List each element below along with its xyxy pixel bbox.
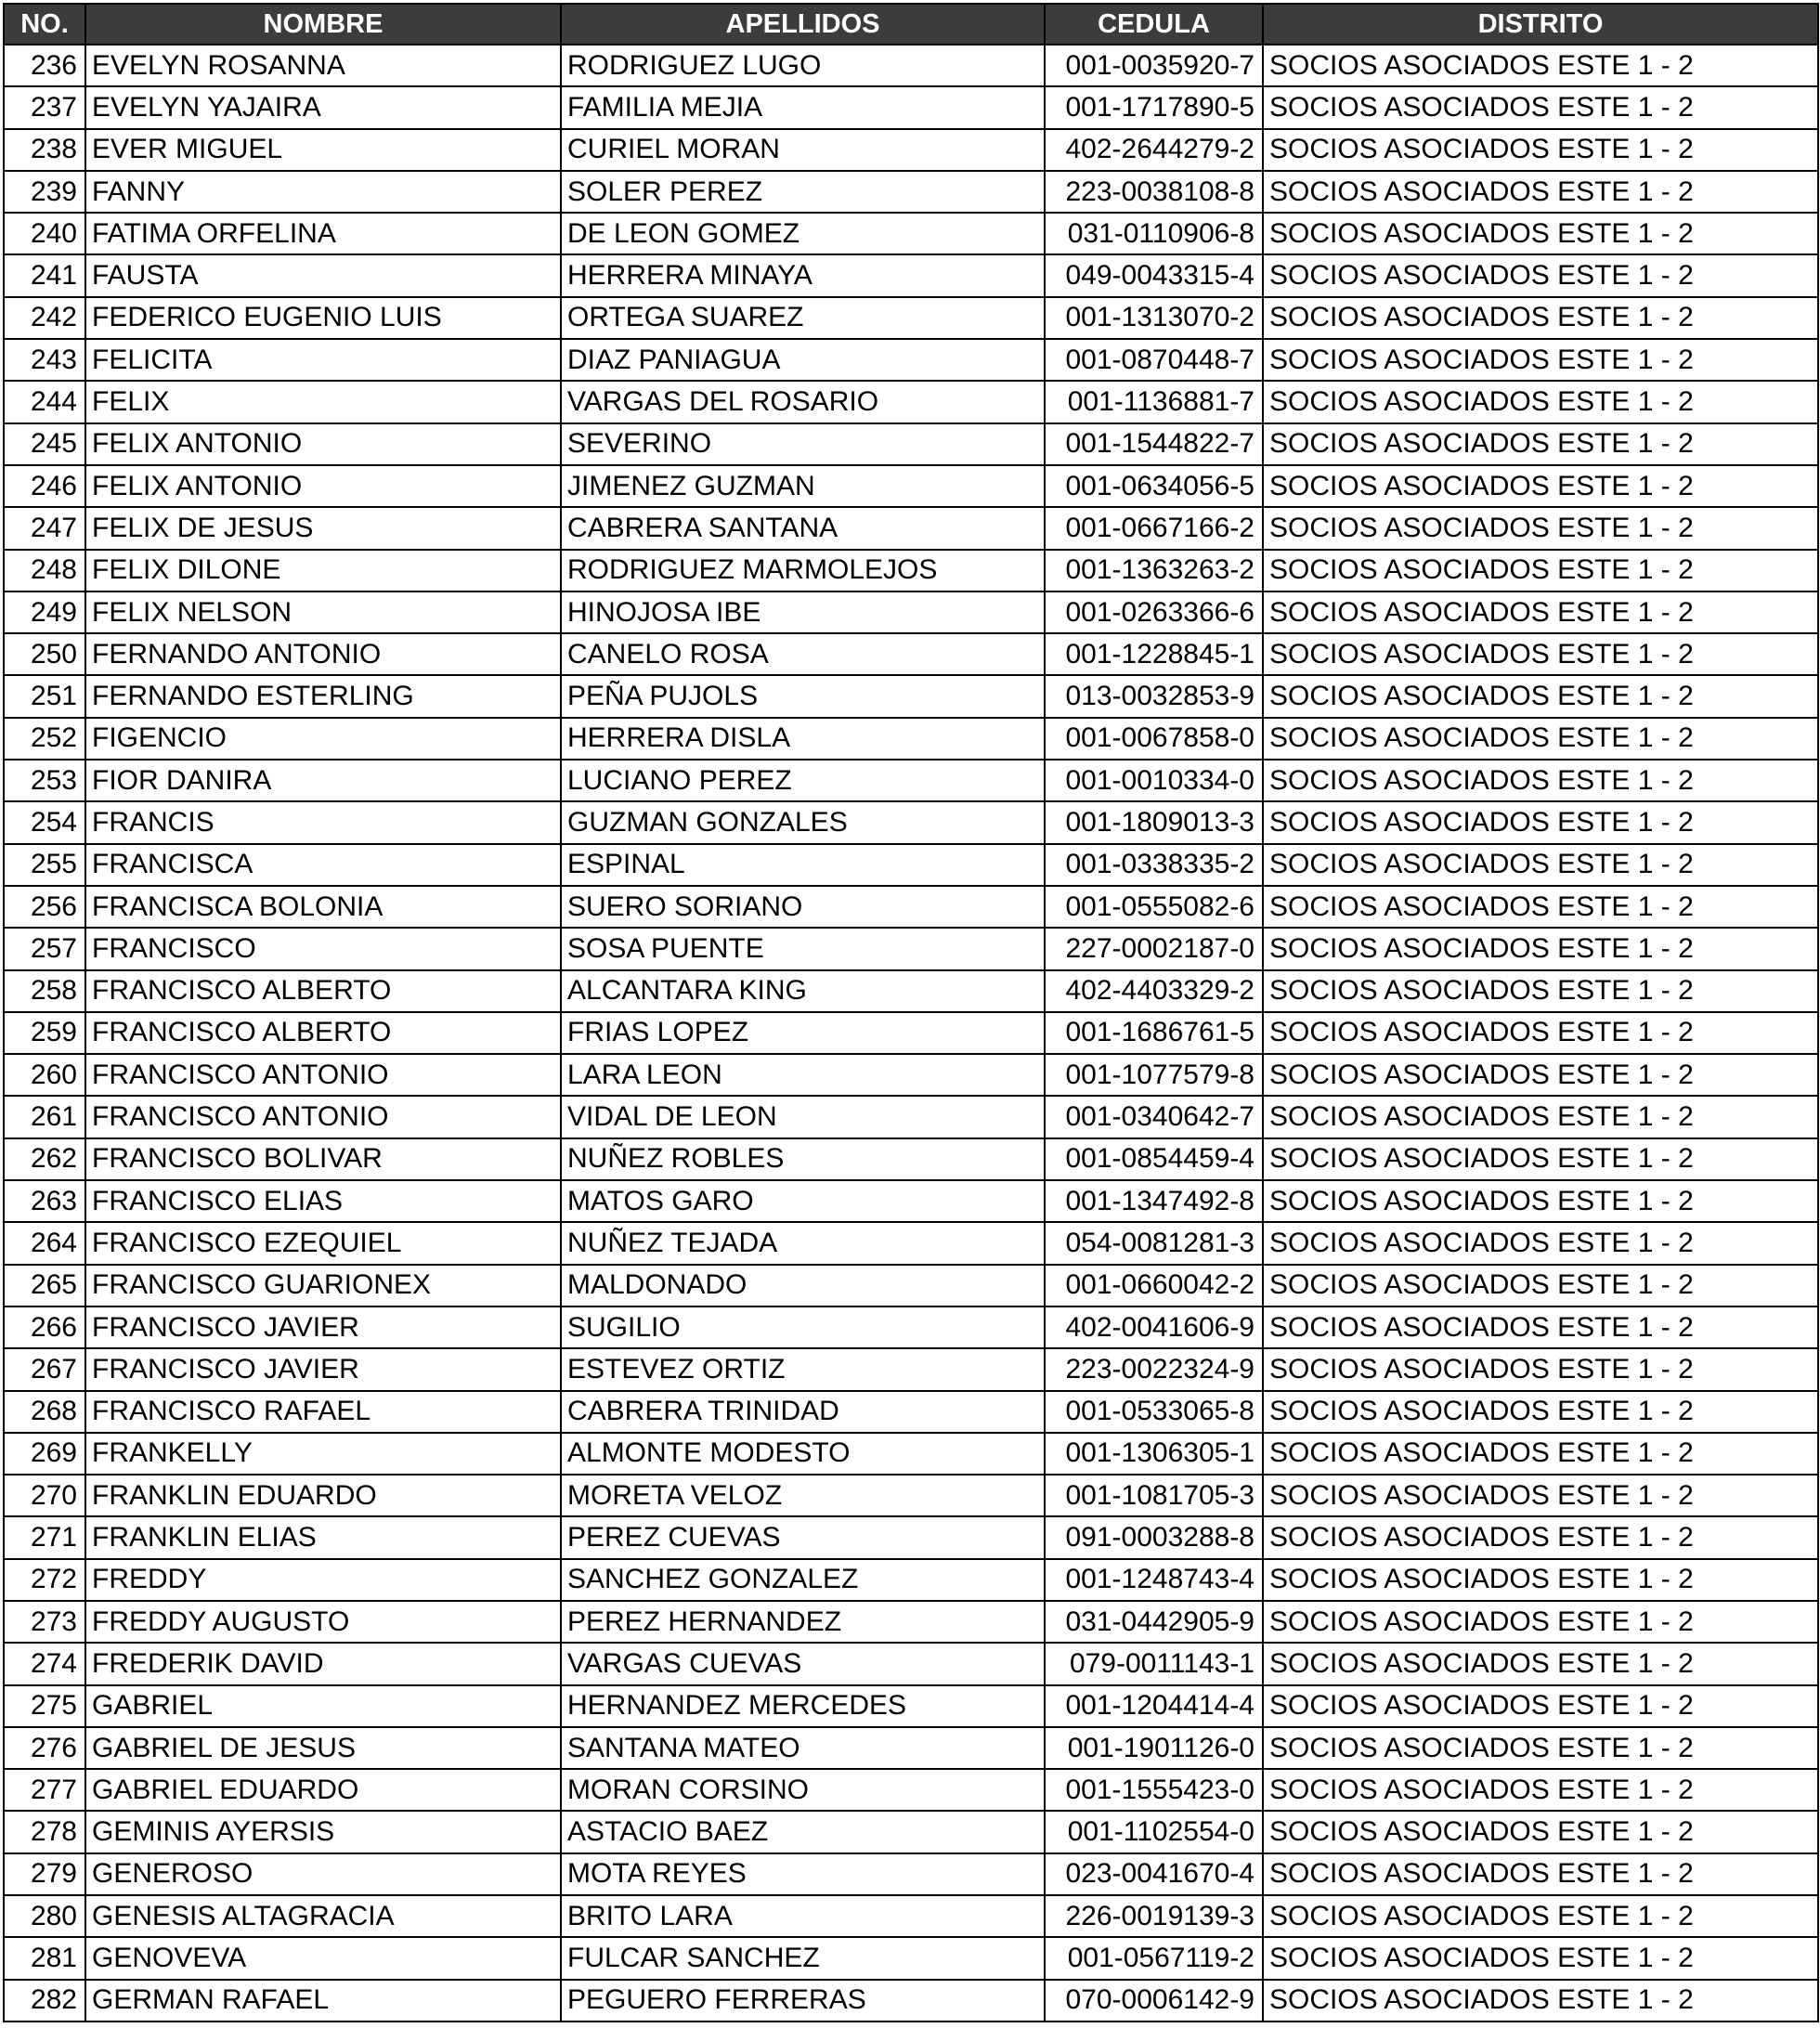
cell-cedula: 001-1248743-4	[1045, 1559, 1263, 1601]
cell-no: 242	[4, 297, 85, 339]
cell-cedula: 001-0067858-0	[1045, 718, 1263, 760]
cell-cedula: 001-0340642-7	[1045, 1096, 1263, 1138]
cell-cedula: 001-1204414-4	[1045, 1685, 1263, 1727]
cell-distrito: SOCIOS ASOCIADOS ESTE 1 - 2	[1263, 886, 1818, 928]
cell-apellidos: VIDAL DE LEON	[561, 1096, 1045, 1138]
cell-cedula: 001-1081705-3	[1045, 1475, 1263, 1516]
table-row	[4, 339, 1818, 381]
cell-no: 241	[4, 254, 85, 296]
cell-nombre: FREDDY AUGUSTO	[85, 1601, 561, 1643]
table-row	[4, 1475, 1818, 1516]
cell-no: 240	[4, 213, 85, 254]
cell-cedula: 402-0041606-9	[1045, 1306, 1263, 1348]
cell-cedula: 001-0533065-8	[1045, 1391, 1263, 1433]
table-row	[4, 844, 1818, 886]
cell-apellidos: FRIAS LOPEZ	[561, 1012, 1045, 1054]
table-row	[4, 1306, 1818, 1348]
table-row	[4, 381, 1818, 422]
cell-nombre: FRANCISCO ELIAS	[85, 1180, 561, 1222]
cell-distrito: SOCIOS ASOCIADOS ESTE 1 - 2	[1263, 1727, 1818, 1769]
cell-no: 267	[4, 1348, 85, 1390]
cell-no: 269	[4, 1433, 85, 1475]
cell-distrito: SOCIOS ASOCIADOS ESTE 1 - 2	[1263, 1559, 1818, 1601]
cell-nombre: FRANCISCA BOLONIA	[85, 886, 561, 928]
header-no: NO.	[4, 4, 85, 45]
cell-distrito: SOCIOS ASOCIADOS ESTE 1 - 2	[1263, 1811, 1818, 1852]
header-apellidos: APELLIDOS	[561, 4, 1045, 45]
cell-no: 255	[4, 844, 85, 886]
cell-apellidos: PEGUERO FERRERAS	[561, 1980, 1045, 2022]
cell-distrito: SOCIOS ASOCIADOS ESTE 1 - 2	[1263, 1222, 1818, 1264]
cell-distrito: SOCIOS ASOCIADOS ESTE 1 - 2	[1263, 1391, 1818, 1433]
table-row	[4, 1853, 1818, 1895]
cell-nombre: EVELYN ROSANNA	[85, 45, 561, 86]
table-row	[4, 633, 1818, 675]
cell-no: 257	[4, 928, 85, 969]
cell-cedula: 402-2644279-2	[1045, 129, 1263, 171]
cell-cedula: 226-0019139-3	[1045, 1895, 1263, 1937]
cell-apellidos: PEREZ HERNANDEZ	[561, 1601, 1045, 1643]
cell-nombre: FRANKLIN EDUARDO	[85, 1475, 561, 1516]
table-row	[4, 1516, 1818, 1558]
cell-apellidos: JIMENEZ GUZMAN	[561, 465, 1045, 507]
cell-no: 250	[4, 633, 85, 675]
table-row	[4, 86, 1818, 128]
table-row	[4, 1054, 1818, 1096]
cell-cedula: 001-1363263-2	[1045, 550, 1263, 592]
cell-apellidos: MALDONADO	[561, 1265, 1045, 1306]
cell-apellidos: SANTANA MATEO	[561, 1727, 1045, 1769]
cell-apellidos: GUZMAN GONZALES	[561, 801, 1045, 843]
cell-no: 263	[4, 1180, 85, 1222]
cell-nombre: FELIX ANTONIO	[85, 423, 561, 465]
cell-apellidos: MORAN CORSINO	[561, 1769, 1045, 1811]
cell-cedula: 001-0010334-0	[1045, 760, 1263, 801]
table-row	[4, 1601, 1818, 1643]
cell-no: 260	[4, 1054, 85, 1096]
cell-distrito: SOCIOS ASOCIADOS ESTE 1 - 2	[1263, 129, 1818, 171]
cell-nombre: FREDDY	[85, 1559, 561, 1601]
table-row	[4, 970, 1818, 1012]
cell-apellidos: ESPINAL	[561, 844, 1045, 886]
cell-no: 262	[4, 1138, 85, 1180]
cell-no: 236	[4, 45, 85, 86]
cell-nombre: FEDERICO EUGENIO LUIS	[85, 297, 561, 339]
cell-nombre: FRANKLIN ELIAS	[85, 1516, 561, 1558]
cell-cedula: 001-0035920-7	[1045, 45, 1263, 86]
cell-no: 273	[4, 1601, 85, 1643]
cell-no: 261	[4, 1096, 85, 1138]
table-row	[4, 1138, 1818, 1180]
cell-apellidos: SUERO SORIANO	[561, 886, 1045, 928]
cell-cedula: 001-0667166-2	[1045, 507, 1263, 549]
cell-cedula: 001-1306305-1	[1045, 1433, 1263, 1475]
table-row	[4, 801, 1818, 843]
table-row	[4, 1433, 1818, 1475]
table-row	[4, 1937, 1818, 1979]
cell-no: 252	[4, 718, 85, 760]
cell-no: 251	[4, 675, 85, 717]
table-row	[4, 297, 1818, 339]
cell-nombre: FRANCISCA	[85, 844, 561, 886]
cell-nombre: GERMAN RAFAEL	[85, 1980, 561, 2022]
cell-cedula: 001-0854459-4	[1045, 1138, 1263, 1180]
cell-distrito: SOCIOS ASOCIADOS ESTE 1 - 2	[1263, 171, 1818, 213]
table-row	[4, 1559, 1818, 1601]
cell-distrito: SOCIOS ASOCIADOS ESTE 1 - 2	[1263, 1180, 1818, 1222]
cell-distrito: SOCIOS ASOCIADOS ESTE 1 - 2	[1263, 1853, 1818, 1895]
cell-distrito: SOCIOS ASOCIADOS ESTE 1 - 2	[1263, 297, 1818, 339]
table-row	[4, 928, 1818, 969]
cell-no: 259	[4, 1012, 85, 1054]
cell-no: 271	[4, 1516, 85, 1558]
cell-distrito: SOCIOS ASOCIADOS ESTE 1 - 2	[1263, 928, 1818, 969]
cell-nombre: FELIX DE JESUS	[85, 507, 561, 549]
cell-apellidos: SOSA PUENTE	[561, 928, 1045, 969]
cell-apellidos: SEVERINO	[561, 423, 1045, 465]
cell-apellidos: HERRERA DISLA	[561, 718, 1045, 760]
cell-apellidos: ASTACIO BAEZ	[561, 1811, 1045, 1852]
cell-distrito: SOCIOS ASOCIADOS ESTE 1 - 2	[1263, 970, 1818, 1012]
cell-cedula: 001-1717890-5	[1045, 86, 1263, 128]
cell-apellidos: FULCAR SANCHEZ	[561, 1937, 1045, 1979]
cell-apellidos: MOTA REYES	[561, 1853, 1045, 1895]
cell-cedula: 001-0567119-2	[1045, 1937, 1263, 1979]
cell-no: 282	[4, 1980, 85, 2022]
cell-cedula: 031-0110906-8	[1045, 213, 1263, 254]
cell-cedula: 079-0011143-1	[1045, 1643, 1263, 1684]
cell-no: 280	[4, 1895, 85, 1937]
cell-apellidos: CURIEL MORAN	[561, 129, 1045, 171]
cell-distrito: SOCIOS ASOCIADOS ESTE 1 - 2	[1263, 86, 1818, 128]
table-row	[4, 550, 1818, 592]
cell-distrito: SOCIOS ASOCIADOS ESTE 1 - 2	[1263, 1685, 1818, 1727]
cell-apellidos: CABRERA SANTANA	[561, 507, 1045, 549]
cell-cedula: 001-1686761-5	[1045, 1012, 1263, 1054]
cell-distrito: SOCIOS ASOCIADOS ESTE 1 - 2	[1263, 1895, 1818, 1937]
cell-nombre: FATIMA ORFELINA	[85, 213, 561, 254]
cell-nombre: GABRIEL	[85, 1685, 561, 1727]
cell-nombre: FRANCISCO ANTONIO	[85, 1054, 561, 1096]
cell-nombre: FANNY	[85, 171, 561, 213]
table-row	[4, 1980, 1818, 2022]
cell-nombre: FELIX DILONE	[85, 550, 561, 592]
cell-distrito: SOCIOS ASOCIADOS ESTE 1 - 2	[1263, 675, 1818, 717]
cell-distrito: SOCIOS ASOCIADOS ESTE 1 - 2	[1263, 1769, 1818, 1811]
table-row	[4, 592, 1818, 633]
cell-cedula: 001-1555423-0	[1045, 1769, 1263, 1811]
cell-no: 245	[4, 423, 85, 465]
table-row	[4, 1391, 1818, 1433]
cell-cedula: 070-0006142-9	[1045, 1980, 1263, 2022]
cell-no: 253	[4, 760, 85, 801]
cell-cedula: 001-0263366-6	[1045, 592, 1263, 633]
cell-cedula: 001-1809013-3	[1045, 801, 1263, 843]
table-row	[4, 423, 1818, 465]
cell-cedula: 223-0038108-8	[1045, 171, 1263, 213]
cell-distrito: SOCIOS ASOCIADOS ESTE 1 - 2	[1263, 465, 1818, 507]
cell-distrito: SOCIOS ASOCIADOS ESTE 1 - 2	[1263, 1096, 1818, 1138]
cell-apellidos: CANELO ROSA	[561, 633, 1045, 675]
cell-distrito: SOCIOS ASOCIADOS ESTE 1 - 2	[1263, 45, 1818, 86]
table-row	[4, 1727, 1818, 1769]
cell-nombre: FERNANDO ESTERLING	[85, 675, 561, 717]
cell-cedula: 001-1313070-2	[1045, 297, 1263, 339]
cell-no: 277	[4, 1769, 85, 1811]
table-row	[4, 1222, 1818, 1264]
cell-nombre: GABRIEL EDUARDO	[85, 1769, 561, 1811]
cell-distrito: SOCIOS ASOCIADOS ESTE 1 - 2	[1263, 213, 1818, 254]
cell-apellidos: FAMILIA MEJIA	[561, 86, 1045, 128]
cell-nombre: FRANCISCO JAVIER	[85, 1306, 561, 1348]
cell-apellidos: SUGILIO	[561, 1306, 1045, 1348]
cell-cedula: 054-0081281-3	[1045, 1222, 1263, 1264]
table-body	[4, 45, 1818, 2022]
cell-distrito: SOCIOS ASOCIADOS ESTE 1 - 2	[1263, 1012, 1818, 1054]
table-row	[4, 129, 1818, 171]
table-row	[4, 1769, 1818, 1811]
table-row	[4, 1348, 1818, 1390]
cell-cedula: 023-0041670-4	[1045, 1853, 1263, 1895]
table-header	[4, 4, 1818, 45]
cell-apellidos: PEÑA PUJOLS	[561, 675, 1045, 717]
cell-nombre: FRANCIS	[85, 801, 561, 843]
cell-nombre: EVELYN YAJAIRA	[85, 86, 561, 128]
table-row	[4, 1096, 1818, 1138]
cell-no: 238	[4, 129, 85, 171]
table-row	[4, 1811, 1818, 1852]
cell-distrito: SOCIOS ASOCIADOS ESTE 1 - 2	[1263, 633, 1818, 675]
cell-nombre: FELIX ANTONIO	[85, 465, 561, 507]
cell-apellidos: MORETA VELOZ	[561, 1475, 1045, 1516]
cell-apellidos: DIAZ PANIAGUA	[561, 339, 1045, 381]
cell-cedula: 001-0338335-2	[1045, 844, 1263, 886]
cell-distrito: SOCIOS ASOCIADOS ESTE 1 - 2	[1263, 1054, 1818, 1096]
cell-distrito: SOCIOS ASOCIADOS ESTE 1 - 2	[1263, 801, 1818, 843]
cell-nombre: FRANKELLY	[85, 1433, 561, 1475]
cell-cedula: 001-1347492-8	[1045, 1180, 1263, 1222]
cell-apellidos: RODRIGUEZ LUGO	[561, 45, 1045, 86]
members-table	[3, 3, 1819, 2022]
cell-nombre: FRANCISCO	[85, 928, 561, 969]
table-row	[4, 1895, 1818, 1937]
table-row	[4, 675, 1818, 717]
cell-no: 266	[4, 1306, 85, 1348]
cell-cedula: 013-0032853-9	[1045, 675, 1263, 717]
cell-distrito: SOCIOS ASOCIADOS ESTE 1 - 2	[1263, 1601, 1818, 1643]
header-distrito: DISTRITO	[1263, 4, 1818, 45]
cell-no: 249	[4, 592, 85, 633]
cell-distrito: SOCIOS ASOCIADOS ESTE 1 - 2	[1263, 254, 1818, 296]
cell-no: 268	[4, 1391, 85, 1433]
cell-no: 258	[4, 970, 85, 1012]
cell-distrito: SOCIOS ASOCIADOS ESTE 1 - 2	[1263, 760, 1818, 801]
cell-apellidos: HINOJOSA IBE	[561, 592, 1045, 633]
cell-apellidos: ALCANTARA KING	[561, 970, 1045, 1012]
cell-nombre: FIOR DANIRA	[85, 760, 561, 801]
table-row	[4, 760, 1818, 801]
cell-cedula: 402-4403329-2	[1045, 970, 1263, 1012]
table-row	[4, 254, 1818, 296]
cell-apellidos: LUCIANO PEREZ	[561, 760, 1045, 801]
table-row	[4, 507, 1818, 549]
header-cedula: CEDULA	[1045, 4, 1263, 45]
cell-distrito: SOCIOS ASOCIADOS ESTE 1 - 2	[1263, 1348, 1818, 1390]
cell-apellidos: DE LEON GOMEZ	[561, 213, 1045, 254]
cell-nombre: FELICITA	[85, 339, 561, 381]
cell-apellidos: LARA LEON	[561, 1054, 1045, 1096]
cell-no: 248	[4, 550, 85, 592]
cell-distrito: SOCIOS ASOCIADOS ESTE 1 - 2	[1263, 1265, 1818, 1306]
cell-distrito: SOCIOS ASOCIADOS ESTE 1 - 2	[1263, 423, 1818, 465]
cell-apellidos: NUÑEZ TEJADA	[561, 1222, 1045, 1264]
cell-cedula: 001-1077579-8	[1045, 1054, 1263, 1096]
cell-nombre: FRANCISCO RAFAEL	[85, 1391, 561, 1433]
cell-cedula: 001-1102554-0	[1045, 1811, 1263, 1852]
table-row	[4, 171, 1818, 213]
cell-distrito: SOCIOS ASOCIADOS ESTE 1 - 2	[1263, 550, 1818, 592]
cell-cedula: 001-1544822-7	[1045, 423, 1263, 465]
cell-nombre: GEMINIS AYERSIS	[85, 1811, 561, 1852]
cell-distrito: SOCIOS ASOCIADOS ESTE 1 - 2	[1263, 1475, 1818, 1516]
cell-nombre: GENOVEVA	[85, 1937, 561, 1979]
cell-apellidos: VARGAS DEL ROSARIO	[561, 381, 1045, 422]
cell-apellidos: HERNANDEZ MERCEDES	[561, 1685, 1045, 1727]
cell-cedula: 001-0660042-2	[1045, 1265, 1263, 1306]
cell-distrito: SOCIOS ASOCIADOS ESTE 1 - 2	[1263, 507, 1818, 549]
cell-nombre: GABRIEL DE JESUS	[85, 1727, 561, 1769]
cell-distrito: SOCIOS ASOCIADOS ESTE 1 - 2	[1263, 339, 1818, 381]
cell-cedula: 001-0555082-6	[1045, 886, 1263, 928]
cell-nombre: FREDERIK DAVID	[85, 1643, 561, 1684]
cell-apellidos: CABRERA TRINIDAD	[561, 1391, 1045, 1433]
cell-no: 246	[4, 465, 85, 507]
cell-distrito: SOCIOS ASOCIADOS ESTE 1 - 2	[1263, 844, 1818, 886]
cell-no: 270	[4, 1475, 85, 1516]
cell-distrito: SOCIOS ASOCIADOS ESTE 1 - 2	[1263, 1516, 1818, 1558]
cell-nombre: FRANCISCO JAVIER	[85, 1348, 561, 1390]
cell-nombre: FRANCISCO ALBERTO	[85, 1012, 561, 1054]
cell-apellidos: ESTEVEZ ORTIZ	[561, 1348, 1045, 1390]
cell-no: 275	[4, 1685, 85, 1727]
cell-apellidos: ORTEGA SUAREZ	[561, 297, 1045, 339]
cell-no: 244	[4, 381, 85, 422]
cell-cedula: 091-0003288-8	[1045, 1516, 1263, 1558]
cell-apellidos: ALMONTE MODESTO	[561, 1433, 1045, 1475]
cell-nombre: FRANCISCO GUARIONEX	[85, 1265, 561, 1306]
header-nombre: NOMBRE	[85, 4, 561, 45]
cell-nombre: FAUSTA	[85, 254, 561, 296]
table-row	[4, 886, 1818, 928]
table-row	[4, 465, 1818, 507]
cell-nombre: EVER MIGUEL	[85, 129, 561, 171]
cell-nombre: FELIX	[85, 381, 561, 422]
cell-cedula: 001-0870448-7	[1045, 339, 1263, 381]
cell-apellidos: BRITO LARA	[561, 1895, 1045, 1937]
cell-no: 237	[4, 86, 85, 128]
cell-apellidos: PEREZ CUEVAS	[561, 1516, 1045, 1558]
cell-distrito: SOCIOS ASOCIADOS ESTE 1 - 2	[1263, 1306, 1818, 1348]
cell-nombre: FRANCISCO BOLIVAR	[85, 1138, 561, 1180]
cell-apellidos: NUÑEZ ROBLES	[561, 1138, 1045, 1180]
cell-distrito: SOCIOS ASOCIADOS ESTE 1 - 2	[1263, 381, 1818, 422]
cell-nombre: GENEROSO	[85, 1853, 561, 1895]
table-row	[4, 1685, 1818, 1727]
table-row	[4, 1180, 1818, 1222]
cell-no: 272	[4, 1559, 85, 1601]
cell-nombre: FERNANDO ANTONIO	[85, 633, 561, 675]
cell-distrito: SOCIOS ASOCIADOS ESTE 1 - 2	[1263, 1643, 1818, 1684]
cell-apellidos: HERRERA MINAYA	[561, 254, 1045, 296]
cell-no: 243	[4, 339, 85, 381]
cell-cedula: 223-0022324-9	[1045, 1348, 1263, 1390]
cell-distrito: SOCIOS ASOCIADOS ESTE 1 - 2	[1263, 1937, 1818, 1979]
cell-no: 279	[4, 1853, 85, 1895]
table-row	[4, 718, 1818, 760]
cell-distrito: SOCIOS ASOCIADOS ESTE 1 - 2	[1263, 718, 1818, 760]
header-row	[4, 4, 1818, 45]
cell-no: 256	[4, 886, 85, 928]
cell-nombre: FRANCISCO ALBERTO	[85, 970, 561, 1012]
cell-no: 254	[4, 801, 85, 843]
cell-nombre: FELIX NELSON	[85, 592, 561, 633]
cell-no: 278	[4, 1811, 85, 1852]
cell-cedula: 031-0442905-9	[1045, 1601, 1263, 1643]
table-row	[4, 1265, 1818, 1306]
cell-cedula: 001-1901126-0	[1045, 1727, 1263, 1769]
cell-apellidos: SANCHEZ GONZALEZ	[561, 1559, 1045, 1601]
cell-nombre: FRANCISCO EZEQUIEL	[85, 1222, 561, 1264]
cell-distrito: SOCIOS ASOCIADOS ESTE 1 - 2	[1263, 1433, 1818, 1475]
cell-no: 281	[4, 1937, 85, 1979]
cell-no: 276	[4, 1727, 85, 1769]
cell-no: 274	[4, 1643, 85, 1684]
cell-no: 247	[4, 507, 85, 549]
cell-no: 264	[4, 1222, 85, 1264]
table-row	[4, 213, 1818, 254]
table-row	[4, 1643, 1818, 1684]
cell-nombre: FIGENCIO	[85, 718, 561, 760]
cell-no: 265	[4, 1265, 85, 1306]
cell-cedula: 001-1136881-7	[1045, 381, 1263, 422]
table-row	[4, 45, 1818, 86]
cell-apellidos: SOLER PEREZ	[561, 171, 1045, 213]
cell-apellidos: MATOS GARO	[561, 1180, 1045, 1222]
cell-nombre: FRANCISCO ANTONIO	[85, 1096, 561, 1138]
table-row	[4, 1012, 1818, 1054]
cell-cedula: 001-0634056-5	[1045, 465, 1263, 507]
cell-cedula: 049-0043315-4	[1045, 254, 1263, 296]
cell-distrito: SOCIOS ASOCIADOS ESTE 1 - 2	[1263, 592, 1818, 633]
cell-nombre: GENESIS ALTAGRACIA	[85, 1895, 561, 1937]
cell-distrito: SOCIOS ASOCIADOS ESTE 1 - 2	[1263, 1138, 1818, 1180]
cell-no: 239	[4, 171, 85, 213]
cell-cedula: 227-0002187-0	[1045, 928, 1263, 969]
cell-apellidos: VARGAS CUEVAS	[561, 1643, 1045, 1684]
cell-cedula: 001-1228845-1	[1045, 633, 1263, 675]
cell-apellidos: RODRIGUEZ MARMOLEJOS	[561, 550, 1045, 592]
cell-distrito: SOCIOS ASOCIADOS ESTE 1 - 2	[1263, 1980, 1818, 2022]
